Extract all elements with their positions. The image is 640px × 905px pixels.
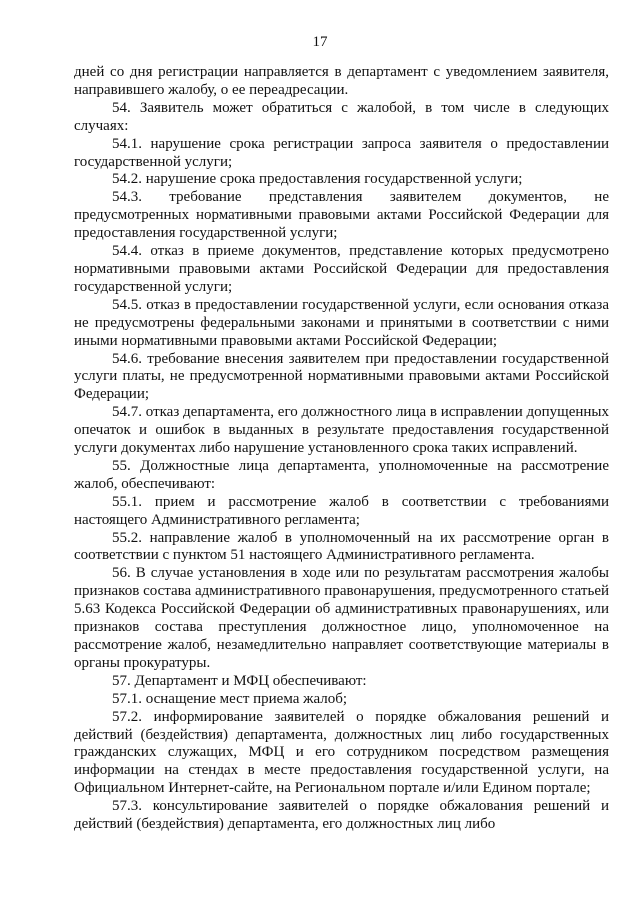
paragraph-54-5: 54.5. отказ в предоставлении государственной услуги, если основания отказа не предусмотрены федеральными законами и принятыми в соответствии с ними иными нормативными правовыми актами Российской Федерации;: [74, 296, 609, 349]
paragraph-54-4: 54.4. отказ в приеме документов, представление которых предусмотрено нормативными правовыми актами Российской Федерации для предоставления государственной услуги;: [74, 243, 609, 295]
paragraph-55-1: 55.1. прием и рассмотрение жалоб в соответствии с требованиями настоящего Административного регламента;: [74, 493, 609, 528]
paragraph-54-7: 54.7. отказ департамента, его должностного лица в исправлении допущенных опечаток и ошибок в выданных в результате предоставления государственной услуги документах либо нарушение установленного срока таких исправлений.: [74, 404, 609, 457]
paragraph-continuation: дней со дня регистрации направляется в департамент с уведомлением заявителя, направившего жалобу, о ее переадресации.: [74, 64, 609, 98]
paragraph-57: 57. Департамент и МФЦ обеспечивают:: [112, 672, 367, 689]
paragraph-57-2: 57.2. информирование заявителей о порядке обжалования решений и действий (бездействия) департамента, должностных лиц либо государственных гражданских служащих, МФЦ и его сотрудником посредством размещения информации на стендах в месте предоставления государственной услуги, на Официальном Интернет-сайте, на Региональном портале и/или Едином портале;: [74, 708, 609, 797]
paragraph-56: 56. В случае установления в ходе или по результатам рассмотрения жалобы признаков состава административного правонарушения, предусмотренного статьей 5.63 Кодекса Российской Федерации об административных правонарушениях, или признаков состава преступления должностное лицо, уполномоченное на рассмотрение жалоб, незамедлительно направляет соответствующие материалы в органы прокуратуры.: [74, 565, 609, 671]
paragraph-54-2: 54.2. нарушение срока предоставления государственной услуги;: [112, 171, 523, 188]
paragraph-55-2: 55.2. направление жалоб в уполномоченный на их рассмотрение орган в соответствии с пунктом 51 настоящего Административного регламента.: [74, 529, 609, 564]
paragraph-54-3: 54.3. требование представления заявителем документов, не предусмотренных нормативными правовыми актами Российской Федерации для предоставления государственной услуги;: [74, 189, 609, 242]
page-number: 17: [312, 34, 328, 50]
paragraph-57-3: 57.3. консультирование заявителей о порядке обжалования решений и действий (бездействия) департамента, его должностных лиц либо: [74, 798, 609, 833]
document-body: [74, 64, 609, 834]
paragraph-54-6: 54.6. требование внесения заявителем при предоставлении государственной услуги платы, не предусмотренной нормативными правовыми актами Российской Федерации;: [74, 350, 609, 403]
paragraph-54-1: 54.1. нарушение срока регистрации запроса заявителя о предоставлении государственной услуги;: [74, 135, 609, 170]
paragraph-55: 55. Должностные лица департамента, уполномоченные на рассмотрение жалоб, обеспечивают:: [74, 457, 609, 492]
paragraph-54: 54. Заявитель может обратиться с жалобой, в том числе в следующих случаях:: [74, 99, 609, 134]
paragraph-57-1: 57.1. оснащение мест приема жалоб;: [112, 690, 348, 707]
